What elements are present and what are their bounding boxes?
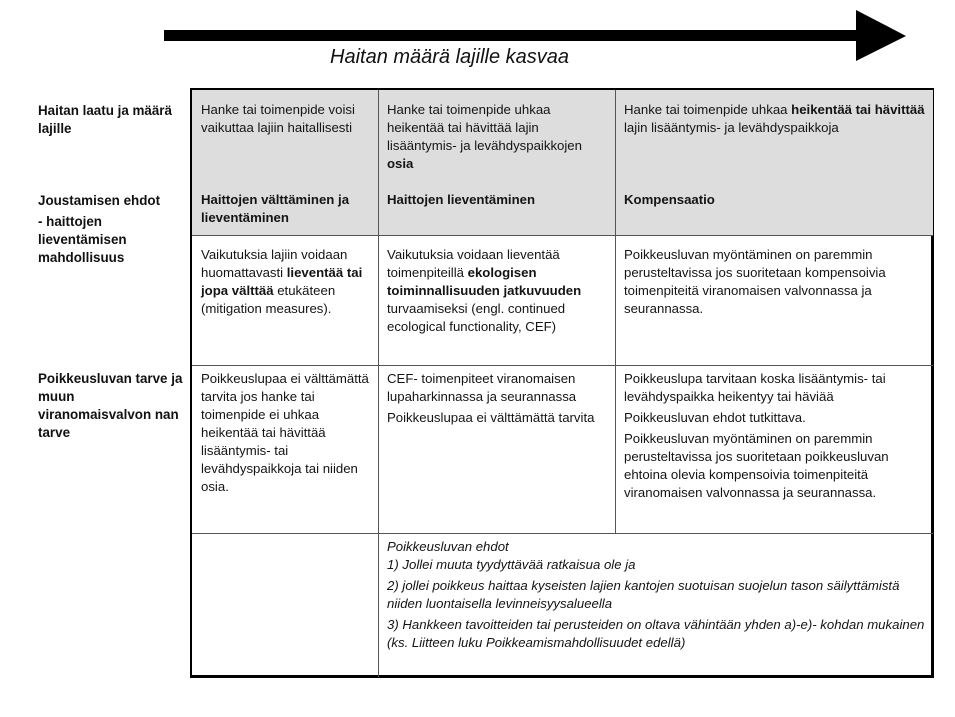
cell-paragraph: Poikkeusluvan myöntäminen on paremmin perusteltavissa jos suoritetaan poikkeusluvan ehtoina olevia kompensoivia toimenpiteitä viranomaisen valvonnassa ja seurannassa. (624, 431, 889, 500)
cell-text-run: osia (387, 156, 414, 171)
increase-arrow (0, 0, 955, 90)
grid-line (192, 533, 933, 534)
cell-paragraph: 2) jollei poikkeus haittaa kyseisten lajien kantojen suotuisan suojelun tason säilyttämistä niiden luontaisella levinneisyysalueella (387, 578, 900, 611)
row-label-permit (38, 370, 183, 445)
arrow-label: Haitan määrä lajille kasvaa (330, 46, 570, 68)
cell-harm-mid (378, 96, 615, 186)
cell-text-run: Haittojen lieventäminen (387, 192, 536, 207)
row-label-harm (38, 102, 183, 141)
cell-paragraph: Poikkeuslupaa ei välttämättä tarvita (387, 410, 595, 425)
cell-permit-not-needed (192, 365, 378, 533)
cell-text-run: Hanke tai toimenpide voisi vaikuttaa lajiin haitallisesti (201, 102, 355, 135)
cell-text-run: turvaamiseksi (engl. continued ecological functionality, CEF) (387, 301, 566, 334)
cell-avoid-mitigate (192, 186, 378, 235)
row-label-flex-title: Joustamisen ehdot (38, 193, 161, 208)
grid-line (192, 365, 933, 366)
comparison-table (190, 88, 934, 678)
cell-text-run: Kompensaatio (624, 192, 715, 207)
cell-harm-low (192, 96, 378, 186)
grid-line (378, 90, 379, 677)
cell-text-run: Poikkeuslupaa ei välttämättä tarvita jos hanke tai toimenpide ei uhkaa heikentää tai hävittää lisääntymis- tai levähdyspaikkoja tai niiden osia. (201, 371, 369, 494)
cell-compensate (615, 186, 933, 235)
cell-text-run: lajin lisääntymis- ja levähdyspaikkoja (624, 120, 839, 135)
cell-harm-high (615, 96, 933, 186)
cell-text-run: Vaikutuksia lajiin voidaan huomattavasti (201, 247, 348, 280)
cell-text-run: Vaikutuksia voidaan lieventää toimenpiteillä (387, 247, 560, 280)
cell-permit-required (615, 365, 933, 533)
row-label-flex-sub: - haittojen lieventämisen mahdollisuus (38, 214, 127, 265)
cell-avoid-desc (192, 241, 378, 365)
row-label-flex (38, 192, 183, 270)
cell-paragraph: Poikkeusluvan ehdot tutkittava. (624, 410, 806, 425)
cell-paragraph: 3) Hankkeen tavoitteiden tai perusteiden on oltava vähintään yhden a)-e)- kohdan mukainen (ks. Liitteen luku Poikkeamismahdollisuudet edellä) (387, 617, 925, 650)
cell-text-run: etukäteen (mitigation measures). (201, 283, 336, 316)
cell-cef-desc (378, 241, 615, 365)
cell-cef-permit (378, 365, 615, 533)
cell-compensation-desc (615, 241, 933, 365)
cell-text-run: Hanke tai toimenpide uhkaa heikentää tai hävittää lajin lisääntymis- ja levähdyspaikkojen (387, 102, 582, 153)
arrow-shaft (164, 30, 864, 41)
arrow-head (856, 10, 906, 61)
cell-text-run: Haittojen välttäminen ja lieventäminen (201, 192, 350, 225)
cell-text-run: Poikkeusluvan myöntäminen on paremmin perusteltavissa jos suoritetaan kompensoivia toimenpiteitä viranomaisen valvonnassa ja seurannassa. (624, 247, 886, 316)
cell-paragraph: Poikkeuslupa tarvitaan koska lisääntymis- tai levähdyspaikka heikentyy tai häviää (624, 371, 886, 404)
cell-text-run: heikentää tai hävittää (791, 102, 925, 117)
cell-text-run: lieventää tai jopa välttää (201, 265, 363, 298)
row-label-harm-text: Haitan laatu ja määrä lajille (38, 103, 172, 136)
cell-paragraph: CEF- toimenpiteet viranomaisen lupaharkinnassa ja seurannassa (387, 371, 577, 404)
cell-text-run: ekologisen toiminnallisuuden jatkuvuuden (387, 265, 582, 298)
cell-paragraph: Poikkeusluvan ehdot 1) Jollei muuta tyydyttävää ratkaisua ole ja (387, 539, 636, 572)
cell-permit-conditions (378, 533, 933, 677)
cell-mitigate (378, 186, 615, 235)
cell-text-run: Hanke tai toimenpide uhkaa (624, 102, 792, 117)
grid-line (615, 90, 616, 533)
grid-line (192, 235, 933, 236)
row-label-permit-text: Poikkeusluvan tarve ja muun viranomaisvalvon nan tarve (38, 371, 183, 440)
